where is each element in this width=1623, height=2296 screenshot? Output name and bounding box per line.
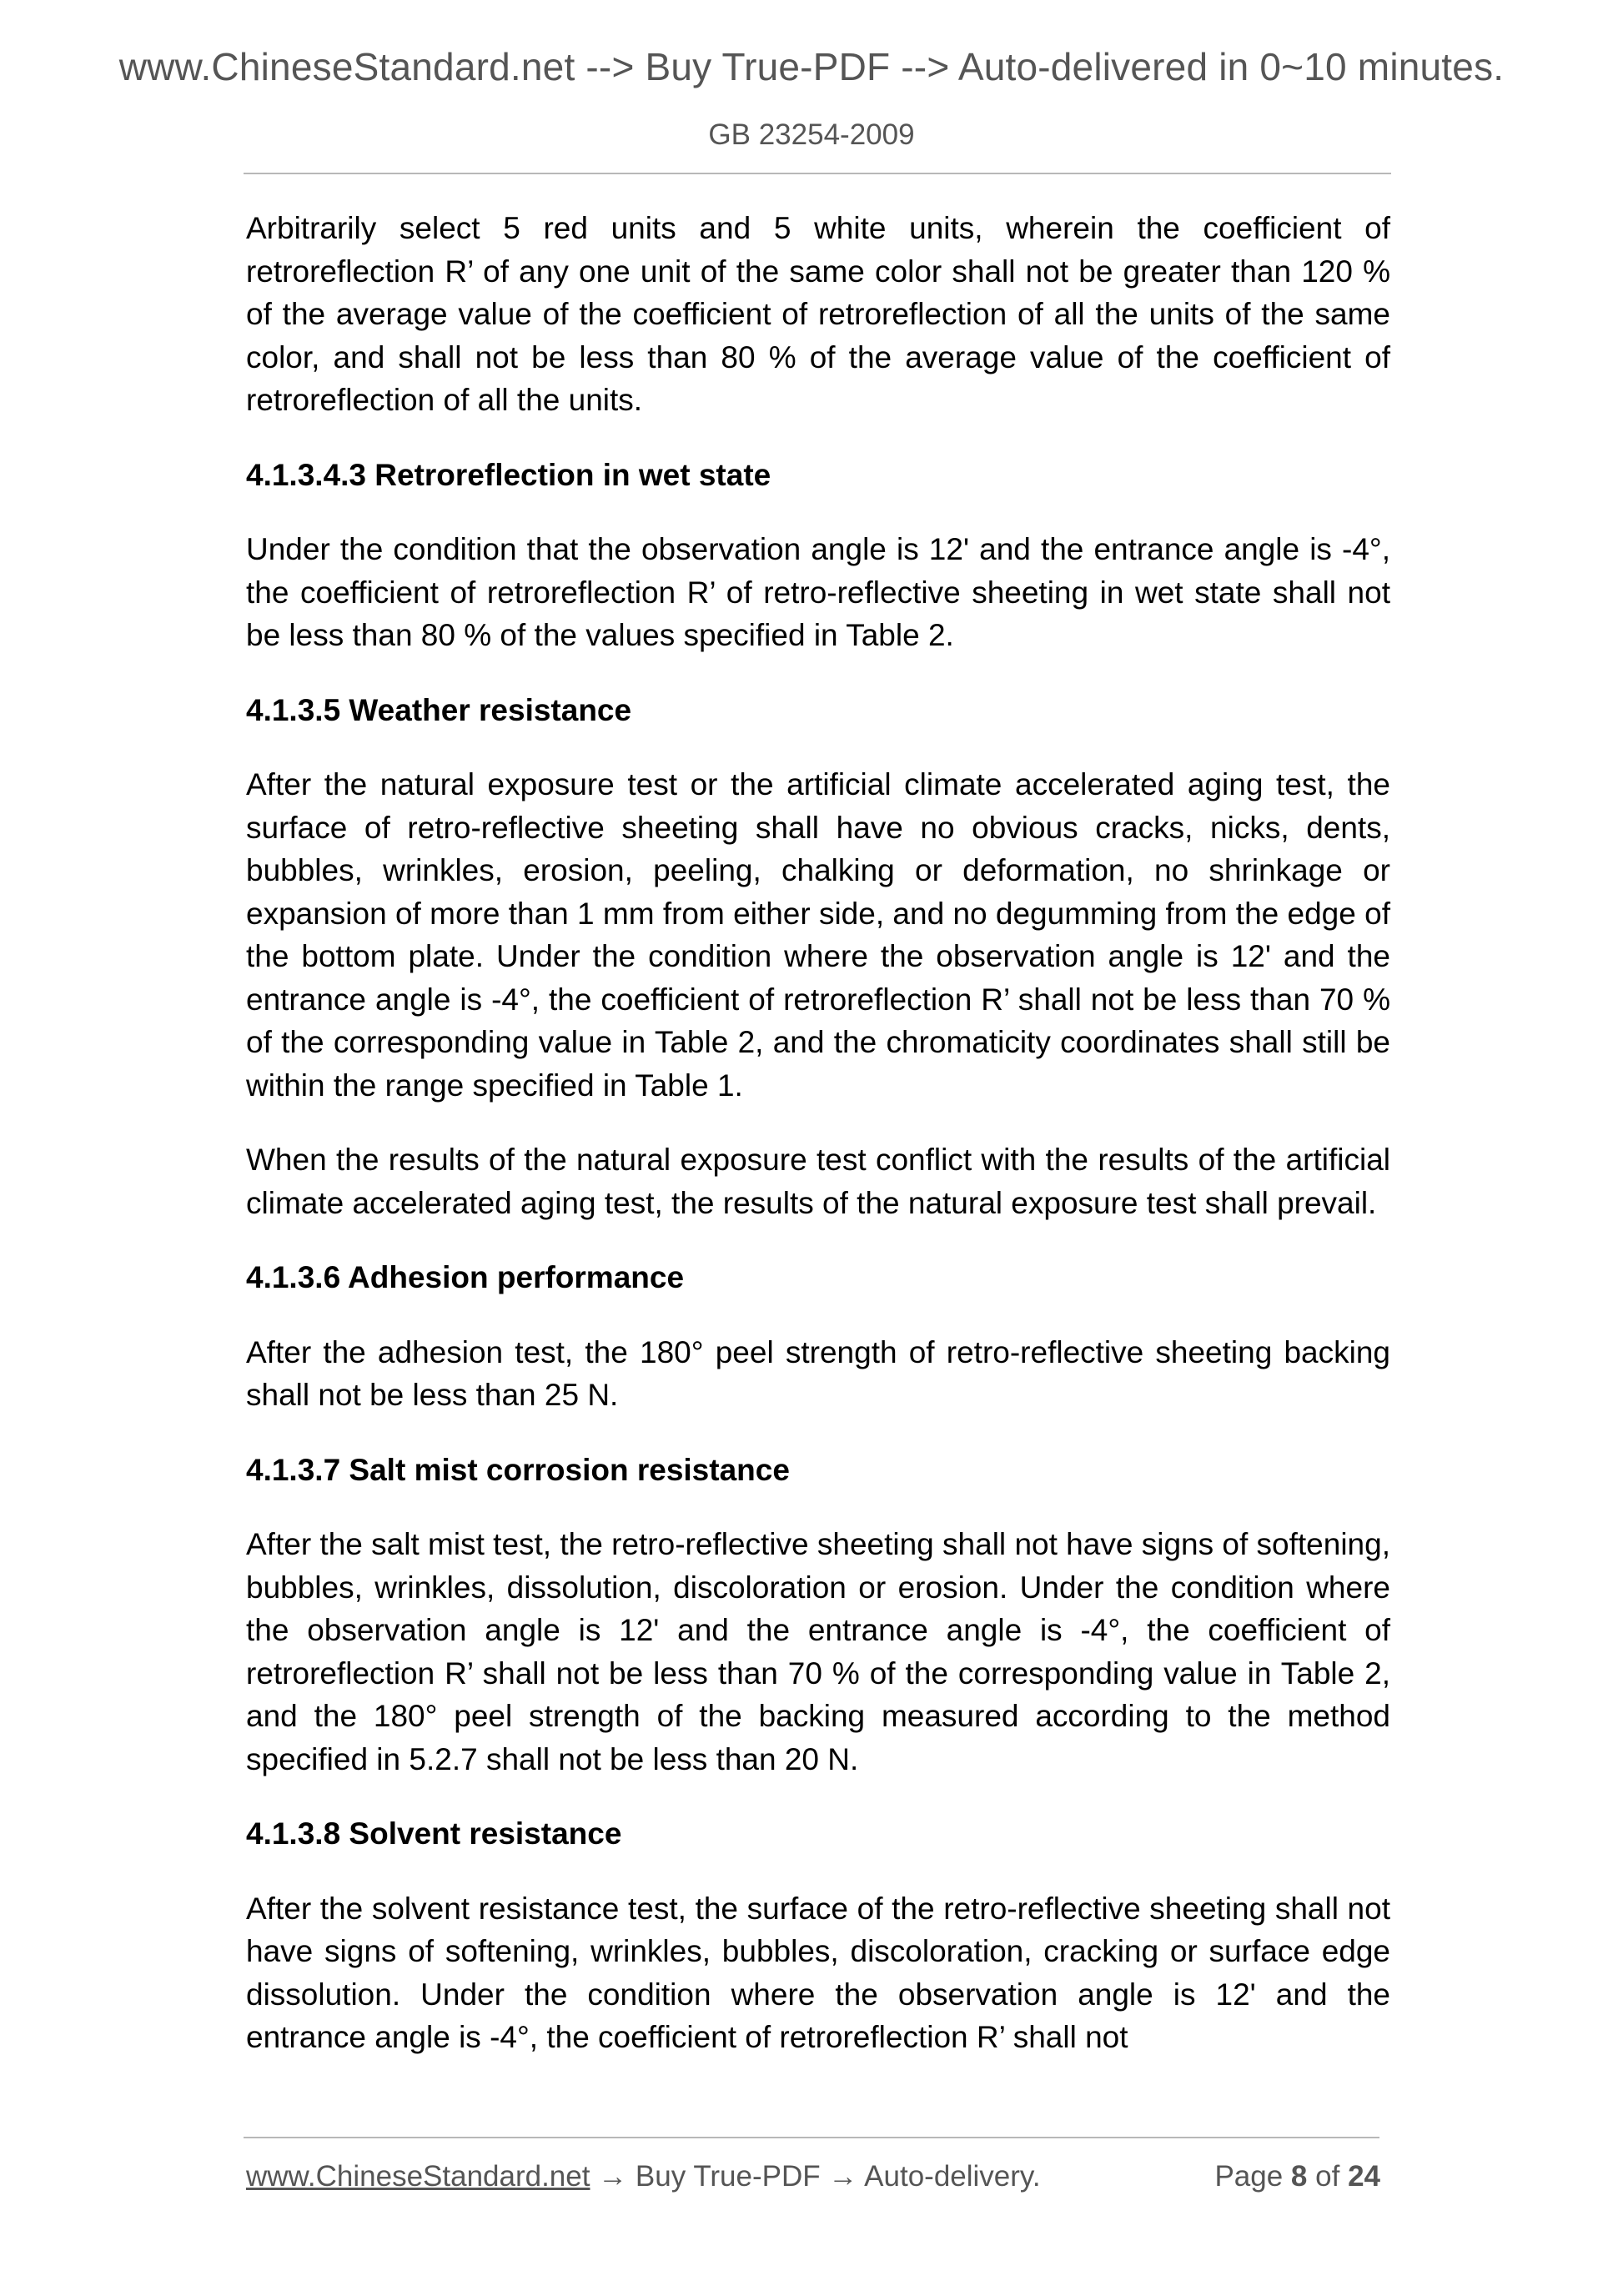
paragraph-uniformity: Arbitrarily select 5 red units and 5 white units, wherein the coefficient of retroreflection R’ of any one unit of the same color shall not be greater than 120 % of the average value of the coefficient of retroreflection of all the units of the same color, and shall not be less than 80 % of the average value of the coefficient of retroreflection of all the units. <box>246 211 1390 417</box>
footer-divider <box>244 2137 1379 2138</box>
heading-4-1-3-4-3: 4.1.3.4.3 Retroreflection in wet state <box>246 457 771 492</box>
total-pages: 24 <box>1348 2160 1380 2193</box>
of-label: of <box>1315 2160 1340 2193</box>
page-footer <box>246 2156 1380 2198</box>
paragraph-adhesion: After the adhesion test, the 180° peel strength of retro-reflective sheeting backing shall not be less than 25 N. <box>246 1334 1390 1412</box>
page-label: Page <box>1214 2160 1284 2193</box>
document-id: GB 23254-2009 <box>708 118 915 151</box>
banner-text: www.ChineseStandard.net --> Buy True-PDF --> Auto-delivered in 0~10 minutes. <box>118 45 1505 88</box>
current-page: 8 <box>1290 2160 1308 2193</box>
paragraph-solvent-resistance: After the solvent resistance test, the surface of the retro-reflective sheeting shall not have signs of softening, wrinkles, bubbles, discoloration, cracking or surface edge dissolution. Under the condition where the observation angle is 12' and the entrance angle is -4°, the coefficient of retroreflection R’ shall not <box>246 1891 1390 2054</box>
heading-4-1-3-5: 4.1.3.5 Weather resistance <box>246 692 632 727</box>
footer-website-link[interactable]: www.ChineseStandard.net <box>246 2160 590 2193</box>
heading-4-1-3-6: 4.1.3.6 Adhesion performance <box>246 1260 685 1294</box>
heading-4-1-3-8: 4.1.3.8 Solvent resistance <box>246 1816 622 1851</box>
paragraph-test-conflict: When the results of the natural exposure test conflict with the results of the artificial climate accelerated aging test, the results of the natural exposure test shall prevail. <box>246 1143 1390 1220</box>
paragraph-salt-mist: After the salt mist test, the retro-reflective sheeting shall not have signs of softening, bubbles, wrinkles, dissolution, discoloration or erosion. Under the condition where the observation angle is 12' and the entrance angle is -4°, the coefficient of retroreflection R’ shall not be less than 70 % of the corresponding value in Table 2, and the 180° peel strength of the backing measured according to the method specified in 5.2.7 shall not be less than 20 N. <box>246 1527 1390 1776</box>
header-divider <box>244 173 1391 174</box>
paragraph-weather-resistance: After the natural exposure test or the artificial climate accelerated aging test, the surface of retro-reflective sheeting shall have no obvious cracks, nicks, dents, bubbles, wrinkles, erosion, peeling, chalking or deformation, no shrinkage or expansion of more than 1 mm from either side, and no degumming from the edge of the bottom plate. Under the condition where the observation angle is 12' and the entrance angle is -4°, the coefficient of retroreflection R’ shall not be less than 70 % of the corresponding value in Table 2, and the chromaticity coordinates shall still be within the range specified in Table 1. <box>246 767 1390 1103</box>
page-content <box>246 207 1390 2091</box>
footer-tagline: → Buy True-PDF → Auto-delivery. <box>590 2160 1041 2193</box>
heading-4-1-3-7: 4.1.3.7 Salt mist corrosion resistance <box>246 1452 790 1487</box>
paragraph-wet-state: Under the condition that the observation angle is 12' and the entrance angle is -4°, the coefficient of retroreflection R’ of retro-reflective sheeting in wet state shall not be less than 80 % of the values specified in Table 2. <box>246 532 1390 652</box>
page-number <box>1214 2156 1380 2198</box>
